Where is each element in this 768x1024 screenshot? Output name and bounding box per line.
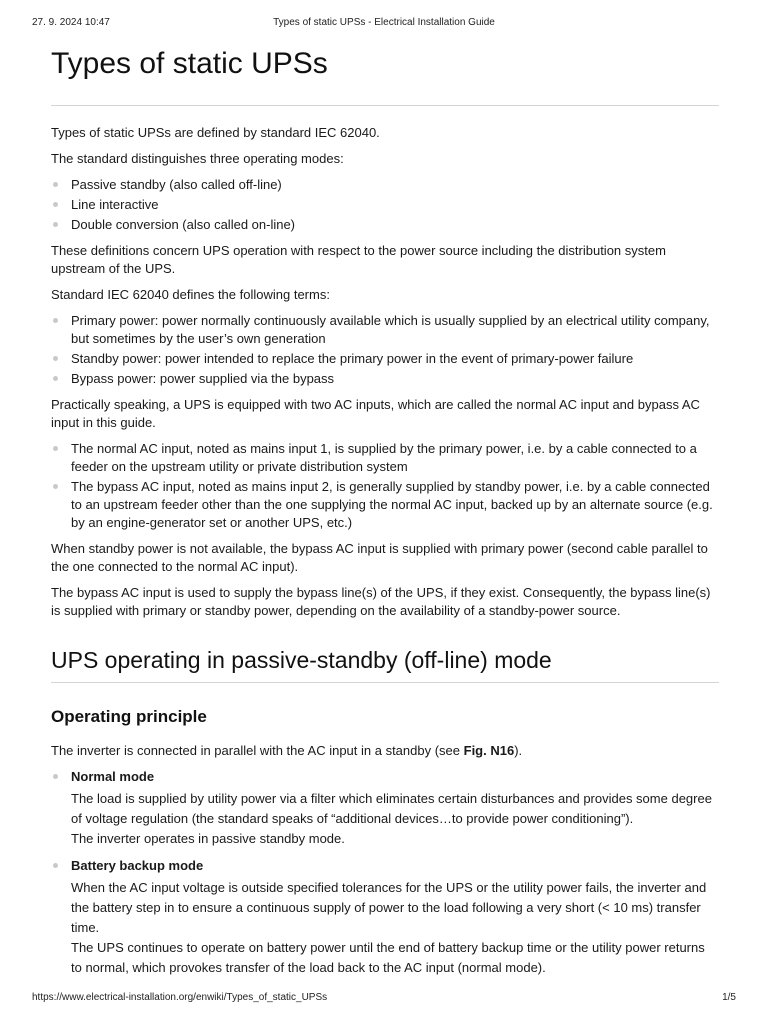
list-item: Passive standby (also called off-line) xyxy=(51,176,719,194)
principle-paragraph xyxy=(51,742,719,760)
mode-title: Normal mode xyxy=(71,769,155,784)
section-heading: UPS operating in passive-standby (off-line) mode xyxy=(51,646,719,683)
bypass-paragraph: The bypass AC input is used to supply the bypass line(s) of the UPS, if they exist. Consequently, the bypass line(s) is supplied with primary or standby power, depending on the availability of a standby-power source. xyxy=(51,585,711,618)
inputs-list xyxy=(51,440,719,532)
print-header xyxy=(32,17,736,31)
print-page-title: Types of static UPSs - Electrical Installation Guide xyxy=(273,17,495,28)
list-item: Double conversion (also called on-line) xyxy=(51,216,719,234)
list-item: Bypass power: power supplied via the bypass xyxy=(51,370,719,388)
list-item: Primary power: power normally continuously available which is usually supplied by an electrical utility company, but sometimes by the user’s own generation xyxy=(51,312,719,348)
subsection-heading: Operating principle xyxy=(51,707,207,726)
list-item: Standby power: power intended to replace the primary power in the event of primary-power failure xyxy=(51,350,719,368)
inputs-intro-paragraph: Practically speaking, a UPS is equipped with two AC inputs, which are called the normal AC input and bypass AC input in this guide. xyxy=(51,397,700,430)
mode-descriptions-list xyxy=(51,768,719,978)
list-item xyxy=(51,857,719,978)
intro-paragraph: The standard distinguishes three operating modes: xyxy=(51,151,344,166)
figure-reference-link[interactable]: Fig. N16 xyxy=(463,743,515,758)
operating-modes-list xyxy=(51,176,719,234)
terms-list xyxy=(51,312,719,388)
article xyxy=(51,40,719,986)
print-date: 27. 9. 2024 10:47 xyxy=(32,17,110,28)
definitions-paragraph: These definitions concern UPS operation with respect to the power source including the distribution system upstream of the UPS. xyxy=(51,243,666,276)
page-number: 1/5 xyxy=(722,992,736,1003)
standby-paragraph: When standby power is not available, the bypass AC input is supplied with primary power (second cable parallel to the one connected to the normal AC input). xyxy=(51,541,708,574)
terms-intro-paragraph: Standard IEC 62040 defines the following terms: xyxy=(51,287,330,302)
list-item xyxy=(51,768,719,849)
list-item: Line interactive xyxy=(51,196,719,214)
page-url: https://www.electrical-installation.org/enwiki/Types_of_static_UPSs xyxy=(32,992,328,1003)
intro-paragraph: Types of static UPSs are defined by standard IEC 62040. xyxy=(51,125,380,140)
print-footer xyxy=(32,992,736,1006)
principle-text: The inverter is connected in parallel with the AC input in a standby (see xyxy=(51,743,464,758)
mode-description: The load is supplied by utility power via a filter which eliminates certain disturbances and provides some degree of voltage regulation (the standard speaks of “additional devices…to provide power conditioning”). xyxy=(71,791,712,826)
mode-description: When the AC input voltage is outside specified tolerances for the UPS or the utility power fails, the inverter and the battery step in to ensure a continuous supply of power to the load following a very short (< 10 ms) transfer time. xyxy=(71,880,707,935)
page-title: Types of static UPSs xyxy=(51,46,719,106)
mode-title: Battery backup mode xyxy=(71,858,204,873)
mode-description: The UPS continues to operate on battery power until the end of battery backup time or the utility power returns to normal, which provokes transfer of the load back to the AC input (normal mode). xyxy=(71,940,705,975)
principle-text-end: ). xyxy=(514,743,523,758)
list-item: The bypass AC input, noted as mains input 2, is generally supplied by standby power, i.e. by a cable connected to an upstream feeder other than the one supplying the normal AC input, backed up by an alternate source (e.g. by an engine-generator set or another UPS, etc.) xyxy=(51,478,719,532)
mode-description: The inverter operates in passive standby mode. xyxy=(71,831,345,846)
list-item: The normal AC input, noted as mains input 1, is supplied by the primary power, i.e. by a cable connected to a feeder on the upstream utility or private distribution system xyxy=(51,440,719,476)
